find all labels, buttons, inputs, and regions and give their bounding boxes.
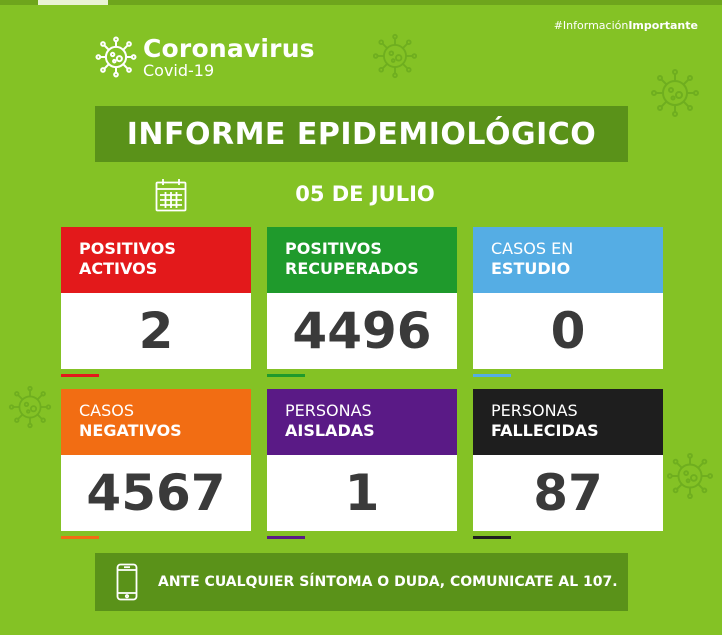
hashtag-bold: Importante — [628, 19, 698, 32]
card-label-line2: AISLADAS — [285, 421, 375, 440]
card-value: 1 — [267, 455, 457, 531]
logo-subtitle: Covid-19 — [143, 60, 215, 80]
card-header — [61, 227, 251, 293]
virus-icon — [8, 385, 52, 429]
logo-title: Coronavirus — [143, 33, 315, 63]
virus-icon — [650, 68, 700, 118]
hashtag — [554, 19, 698, 32]
card-label-line2: RECUPERADOS — [285, 259, 419, 278]
card-personas-fallecidas — [473, 389, 663, 539]
virus-icon — [372, 33, 418, 79]
card-value: 87 — [473, 455, 663, 531]
virus-icon — [95, 36, 137, 78]
card-label-line2: FALLECIDAS — [491, 421, 599, 440]
card-value: 4567 — [61, 455, 251, 531]
card-casos-negativos — [61, 389, 251, 539]
card-label-line1: POSITIVOS — [79, 239, 176, 258]
logo — [95, 33, 315, 81]
card-value: 4496 — [267, 293, 457, 369]
card-personas-aisladas — [267, 389, 457, 539]
card-accent — [61, 374, 99, 377]
card-label-line2: ACTIVOS — [79, 259, 158, 278]
calendar-icon — [155, 178, 187, 212]
footer-message: ANTE CUALQUIER SÍNTOMA O DUDA, COMUNICATE AL 107. — [158, 574, 618, 590]
title-bar — [95, 106, 628, 162]
card-positivos-recuperados — [267, 227, 457, 377]
card-label-line2: NEGATIVOS — [79, 421, 182, 440]
card-accent — [267, 374, 305, 377]
card-casos-en-estudio — [473, 227, 663, 377]
card-header — [473, 227, 663, 293]
virus-icon — [666, 452, 714, 500]
card-positivos-activos — [61, 227, 251, 377]
logo-text — [143, 33, 315, 80]
phone-icon — [116, 563, 138, 601]
card-header — [267, 389, 457, 455]
card-header — [267, 227, 457, 293]
card-label-line1: POSITIVOS — [285, 239, 382, 258]
card-label-line1: PERSONAS — [491, 401, 578, 420]
card-accent — [473, 374, 511, 377]
top-tab — [38, 0, 108, 5]
card-label-line1: CASOS EN — [491, 239, 574, 258]
card-header — [473, 389, 663, 455]
card-accent — [61, 536, 99, 539]
card-label-line1: CASOS — [79, 401, 135, 420]
hashtag-prefix: #Información — [553, 19, 629, 32]
top-strip — [0, 0, 722, 5]
card-header — [61, 389, 251, 455]
card-value: 2 — [61, 293, 251, 369]
card-accent — [267, 536, 305, 539]
card-accent — [473, 536, 511, 539]
card-label-line1: PERSONAS — [285, 401, 372, 420]
footer-bar — [95, 553, 628, 611]
page-title: INFORME EPIDEMIOLÓGICO — [126, 116, 597, 152]
card-label-line2: ESTUDIO — [491, 259, 571, 278]
card-value: 0 — [473, 293, 663, 369]
report-date: 05 DE JULIO — [295, 182, 435, 206]
